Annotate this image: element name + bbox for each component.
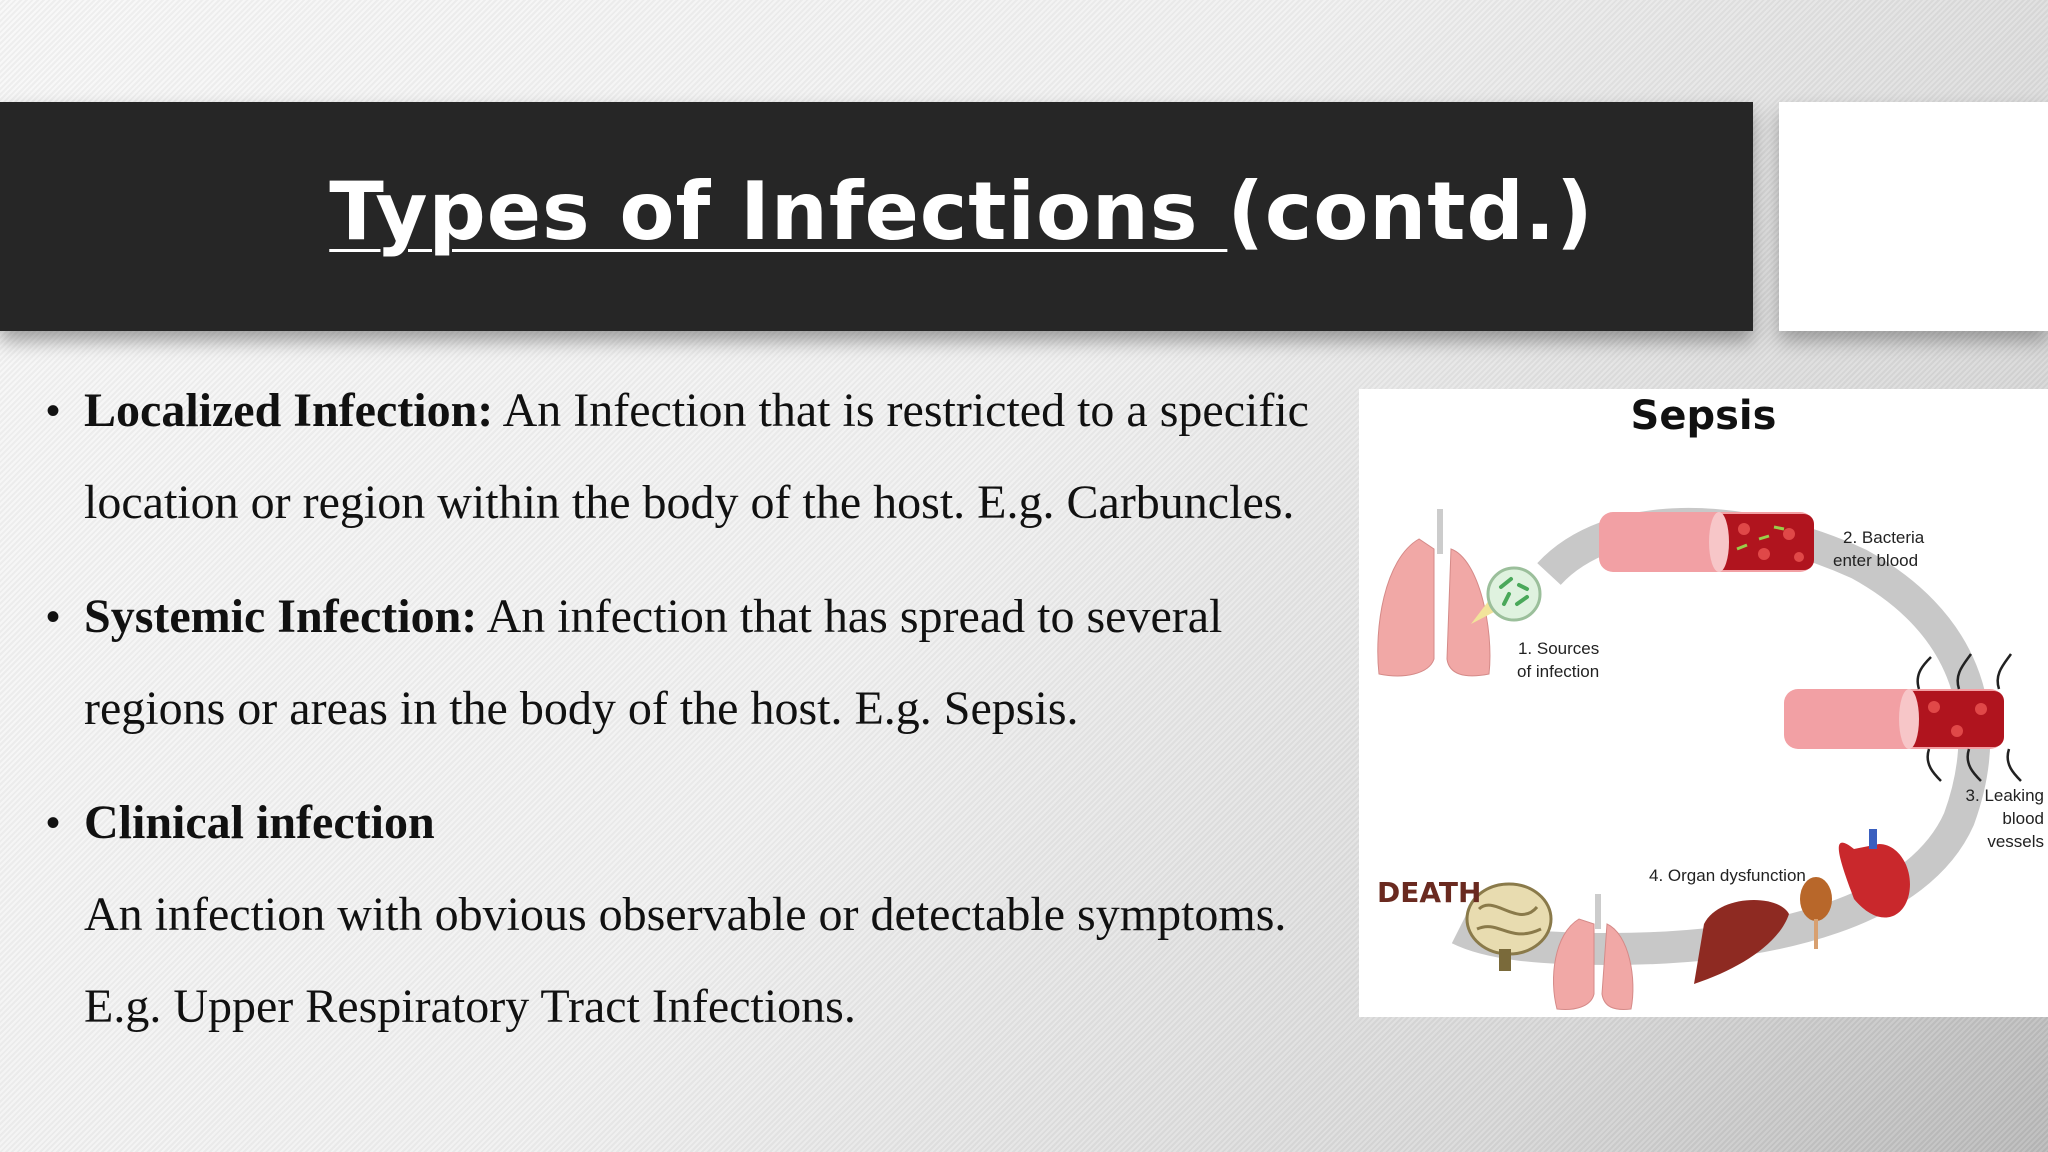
bullet-text: An infection with obvious observable or detectable symptoms. E.g. Upper Respiratory Tract Infections. [84, 888, 1287, 1033]
bullet-dot-icon: • [46, 801, 61, 845]
lungs-icon [1378, 509, 1490, 676]
bullet-systemic [40, 571, 1340, 755]
sepsis-figure [1359, 389, 2048, 1017]
label-leaking: 3. Leaking blood vessels [1965, 786, 2044, 851]
bullet-dot-icon: • [46, 389, 61, 433]
label-bacteria: 2. Bacteria enter blood [1833, 528, 1925, 570]
slide-title [329, 165, 1593, 258]
bullet-text: An infection that has spread to several regions or areas in the body of the host. E.g. Sepsis. [84, 590, 1223, 735]
bullet-list [40, 365, 1340, 1053]
organ-lungs-icon [1553, 894, 1632, 1009]
title-bar [0, 102, 1753, 331]
title-accent-box [1779, 102, 2048, 331]
slide-title-main: Types of Infections [329, 165, 1228, 258]
bullet-localized [40, 365, 1340, 549]
bullet-text: An Infection that is restricted to a specific location or region within the body of the host. E.g. Carbuncles. [84, 384, 1309, 529]
bullet-term: Systemic Infection: [84, 590, 478, 643]
slide-title-suffix: (contd.) [1227, 165, 1594, 258]
label-death: DEATH [1377, 876, 1482, 909]
bullet-dot-icon: • [46, 595, 61, 639]
label-organ-dysfunction: 4. Organ dysfunction [1649, 866, 1806, 885]
sepsis-diagram [1359, 389, 2048, 1017]
bullet-term: Clinical infection [84, 796, 435, 849]
figure-title: Sepsis [1630, 393, 1777, 439]
blood-vessel-icon [1599, 512, 1814, 572]
bacteria-zoom-icon [1488, 568, 1540, 620]
label-sources: 1. Sources of infection [1517, 639, 1600, 681]
bullet-term: Localized Infection: [84, 384, 494, 437]
bullet-clinical [40, 777, 1340, 1053]
